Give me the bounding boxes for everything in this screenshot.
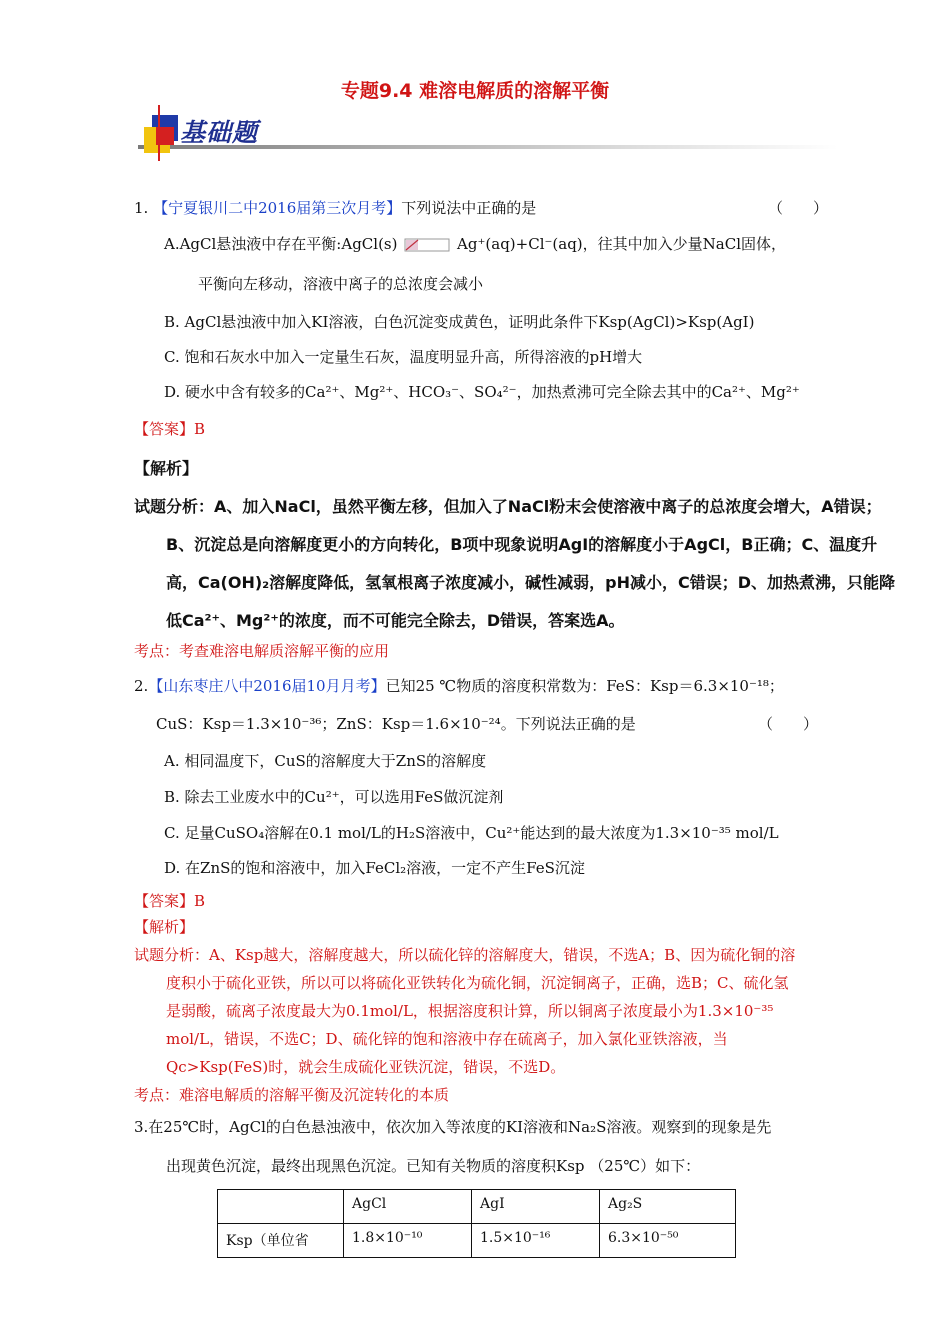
table-cell <box>218 1190 344 1224</box>
q1-kaodian: 考点：考查难溶电解质溶解平衡的应用 <box>134 642 390 660</box>
table-cell: 1.5×10⁻¹⁶ <box>472 1224 600 1258</box>
q2-analysis-label: 【解析】 <box>134 918 195 936</box>
q2-stem-line1 <box>134 675 784 696</box>
q1-option-a-line1 <box>164 233 786 254</box>
q1-source: 【宁夏银川二中2016届第三次月考】 <box>153 199 402 217</box>
q2-kaodian: 考点：难溶电解质的溶解平衡及沉淀转化的本质 <box>134 1086 450 1104</box>
q1-stem: 下列说法中正确的是 <box>401 199 537 217</box>
q1-analysis-label: 【解析】 <box>134 459 199 478</box>
q1-stem-line <box>134 197 536 218</box>
q2-answer-paren: （ ） <box>758 715 819 733</box>
q2-analysis-line: mol/L，错误，不选C；D、硫化锌的饱和溶液中存在硫离子，加入氯化亚铁溶液，当 <box>166 1030 728 1048</box>
q2-stem-line2: CuS：Ksp＝1.3×10⁻³⁶；ZnS：Ksp＝1.6×10⁻²⁴。下列说法正确的是 <box>156 715 636 733</box>
q2-option-d: D. 在ZnS的饱和溶液中，加入FeCl₂溶液，一定不产生FeS沉淀 <box>164 859 585 877</box>
table-cell: 6.3×10⁻⁵⁰ <box>600 1224 736 1258</box>
q1-option-a-text-cont: Ag⁺(aq)+Cl⁻(aq)，往其中加入少量NaCl固体， <box>457 235 787 253</box>
q1-option-a-line2: 平衡向左移动，溶液中离子的总浓度会减小 <box>198 275 484 293</box>
table-cell: Ksp（单位省 <box>218 1224 344 1258</box>
q2-option-b: B. 除去工业废水中的Cu²⁺，可以选用FeS做沉淀剂 <box>164 788 504 806</box>
table-cell: AgCl <box>344 1190 472 1224</box>
ksp-table <box>217 1189 736 1258</box>
q2-analysis-line: 试题分析：A、Ksp越大，溶解度越大，所以硫化锌的溶解度大，错误，不选A；B、因为硫化铜的溶 <box>134 946 796 964</box>
table-cell: Ag₂S <box>600 1190 736 1224</box>
q1-analysis-line: B、沉淀总是向溶解度更小的方向转化，B项中现象说明AgI的溶解度小于AgCl，B正确；C、温度升 <box>166 535 878 554</box>
q2-analysis-line: 是弱酸，硫离子浓度最大为0.1mol/L，根据溶度积计算，所以铜离子浓度最小为1.3×10⁻³⁵ <box>166 1002 774 1020</box>
q1-analysis-line: 低Ca²⁺、Mg²⁺的浓度，而不可能完全除去，D错误，答案选A。 <box>166 611 625 630</box>
q1-option-d: D. 硬水中含有较多的Ca²⁺、Mg²⁺、HCO₃⁻、SO₄²⁻，加热煮沸可完全除去其中的Ca²⁺、Mg²⁺ <box>164 383 800 401</box>
q1-answer <box>134 418 205 439</box>
section-banner <box>138 105 838 165</box>
q1-option-b: B. AgCl悬浊液中加入KI溶液，白色沉淀变成黄色，证明此条件下Ksp(AgCl)>Ksp(AgI) <box>164 313 755 331</box>
banner-red-line <box>158 105 160 161</box>
q1-option-a-text: A.AgCl悬浊液中存在平衡:AgCl(s) <box>164 235 398 253</box>
q2-answer <box>134 890 205 911</box>
q1-answer-label: 【答案】 <box>134 420 195 438</box>
q3-stem-line1: 3.在25℃时，AgCl的白色悬浊液中，依次加入等浓度的KI溶液和Na₂S溶液。观察到的现象是先 <box>134 1118 772 1136</box>
equilibrium-arrow-icon <box>404 238 450 252</box>
table-cell: 1.8×10⁻¹⁰ <box>344 1224 472 1258</box>
table-cell: AgI <box>472 1190 600 1224</box>
q2-analysis-line: 度积小于硫化亚铁，所以可以将硫化亚铁转化为硫化铜，沉淀铜离子，正确，选B；C、硫化氢 <box>166 974 789 992</box>
q2-option-a: A. 相同温度下，CuS的溶解度大于ZnS的溶解度 <box>164 752 487 770</box>
q2-source: 【山东枣庄八中2016届10月月考】 <box>148 677 386 695</box>
q2-answer-value: B <box>194 892 206 910</box>
q1-analysis-line: 高，Ca(OH)₂溶解度降低，氢氧根离子浓度减小，碱性减弱，pH减小，C错误；D、加热煮沸，只能降 <box>166 573 896 592</box>
q1-analysis-line: 试题分析：A、加入NaCl，虽然平衡左移，但加入了NaCl粉末会使溶液中离子的总浓度会增大，A错误； <box>134 497 882 516</box>
q3-stem-line2: 出现黄色沉淀，最终出现黑色沉淀。已知有关物质的溶度积Ksp （25℃）如下： <box>166 1157 701 1175</box>
q2-stem1: 已知25 ℃物质的溶度积常数为：FeS：Ksp＝6.3×10⁻¹⁸； <box>385 677 784 695</box>
table-header-row <box>218 1190 736 1224</box>
table-row <box>218 1224 736 1258</box>
banner-label: 基础题 <box>180 118 259 147</box>
q1-answer-value: B <box>194 420 206 438</box>
q2-analysis-line: Qc>Ksp(FeS)时，就会生成硫化亚铁沉淀，错误，不选D。 <box>166 1058 566 1076</box>
q2-option-c: C. 足量CuSO₄溶解在0.1 mol/L的H₂S溶液中，Cu²⁺能达到的最大浓度为1.3×10⁻³⁵ mol/L <box>164 824 779 842</box>
q1-answer-paren: （ ） <box>768 199 829 217</box>
q1-option-c: C. 饱和石灰水中加入一定量生石灰，温度明显升高，所得溶液的pH增大 <box>164 348 643 366</box>
page-title: 专题9.4 难溶电解质的溶解平衡 <box>340 80 610 102</box>
q2-answer-label: 【答案】 <box>134 892 195 910</box>
q2-number: 2. <box>134 677 149 695</box>
q1-number: 1. <box>134 199 149 217</box>
